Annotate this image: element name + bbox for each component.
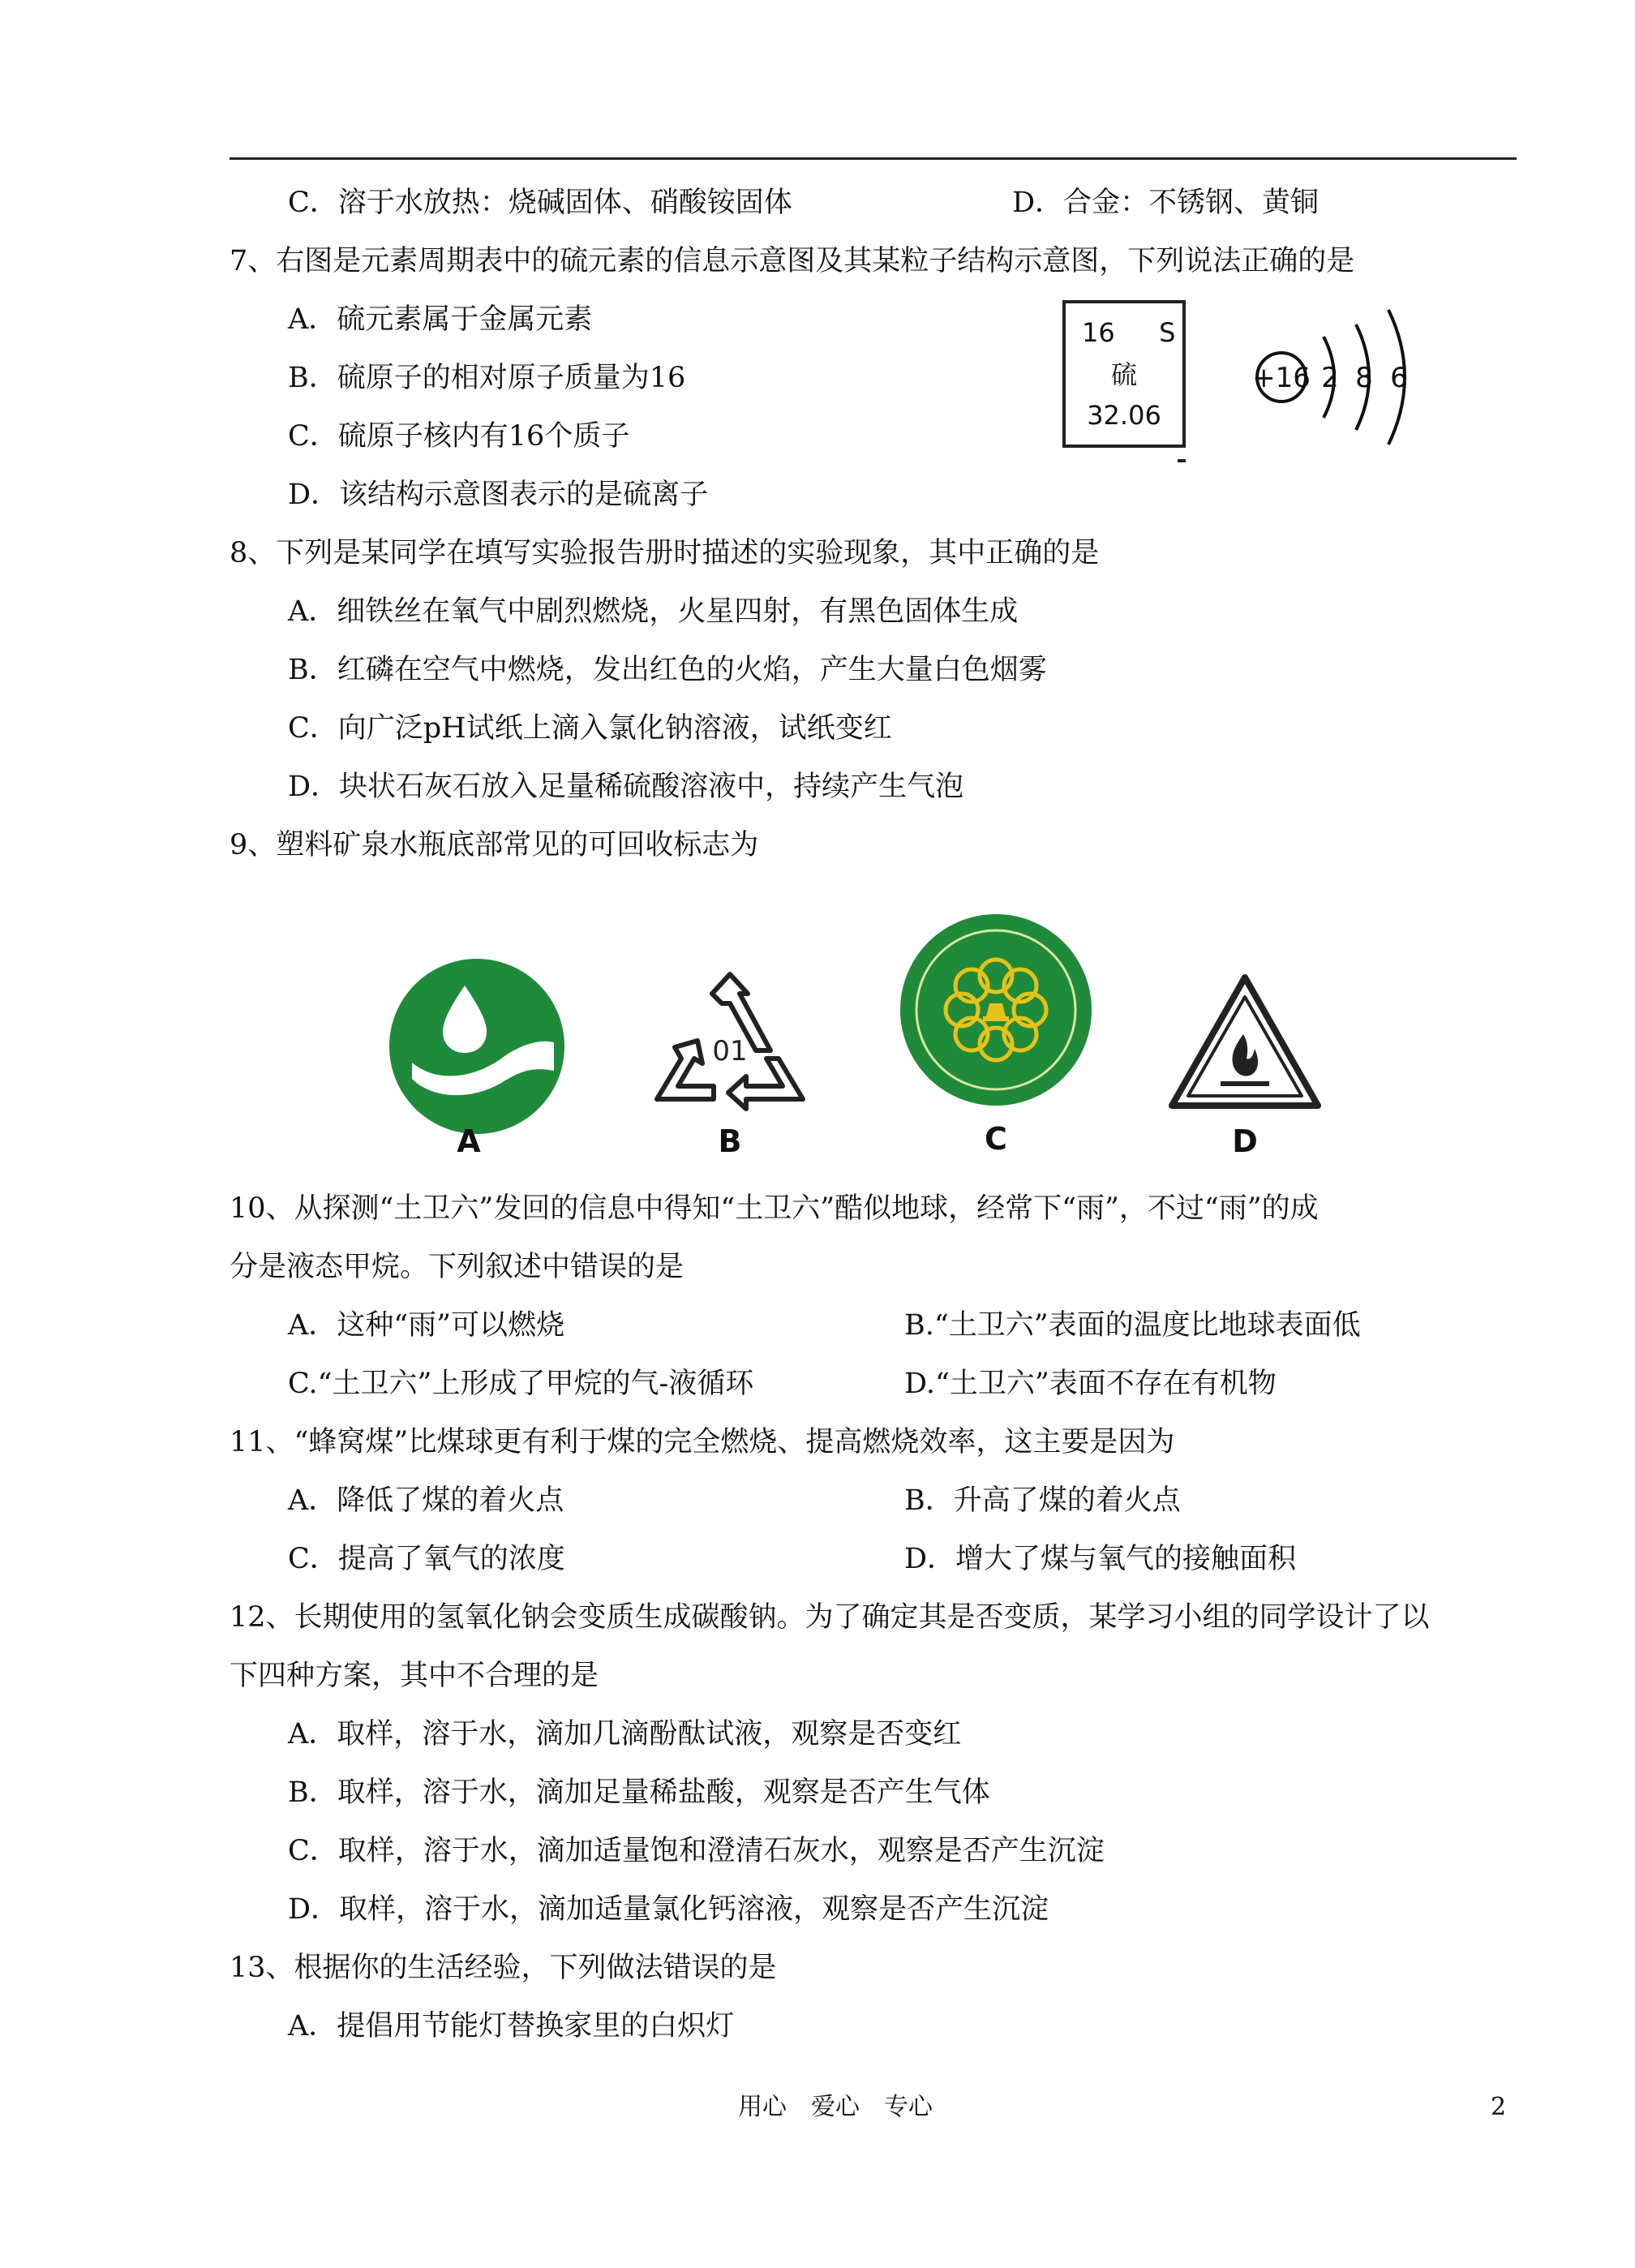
question-12-line-1: 12、长期使用的氢氧化钠会变质生成碳酸钠。为了确定其是否变质，某学习小组的同学设计了以 — [230, 1601, 1430, 1634]
recycling-code: 01 — [712, 1035, 748, 1067]
sulfur-element-box — [1062, 300, 1186, 448]
q10-option-b: B.“土卫六”表面的温度比地球表面低 — [904, 1309, 1361, 1342]
recycling-symbol-logo-b — [649, 969, 811, 1115]
box-mark — [1178, 459, 1186, 462]
q6-option-d: D．合金：不锈钢、黄铜 — [1012, 187, 1320, 219]
question-7: 7、右图是元素周期表中的硫元素的信息示意图及其某粒子结构示意图，下列说法正确的是 — [230, 245, 1355, 277]
q6-option-c: C．溶于水放热：烧碱固体、硝酸铵固体 — [288, 187, 792, 219]
atomic-number: 16 — [1082, 317, 1115, 348]
q12-option-d: D．取样，溶于水，滴加适量氯化钙溶液，观察是否产生沉淀 — [288, 1893, 1049, 1926]
q8-option-a: A．细铁丝在氧气中剧烈燃烧，火星四射，有黑色固体生成 — [288, 595, 1019, 628]
question-12-line-2: 下四种方案，其中不合理的是 — [230, 1660, 599, 1692]
q7-option-c: C．硫原子核内有16个质子 — [288, 420, 630, 453]
q8-option-c: C．向广泛pH试纸上滴入氯化钠溶液，试纸变红 — [288, 712, 892, 745]
q11-option-c: C．提高了氧气的浓度 — [288, 1543, 565, 1575]
logo-label-b: B — [718, 1123, 742, 1159]
logo-label-c: C — [985, 1121, 1007, 1157]
element-name: 硫 — [1110, 359, 1137, 390]
environmental-label-seal-logo-c — [899, 913, 1093, 1107]
nucleus-charge: +16 — [1252, 362, 1311, 394]
q11-option-b: B．升高了煤的着火点 — [904, 1484, 1181, 1517]
q11-option-d: D．增大了煤与氧气的接触面积 — [904, 1543, 1297, 1575]
q12-option-b: B．取样，溶于水，滴加足量稀盐酸，观察是否产生气体 — [288, 1776, 990, 1809]
question-10-line-2: 分是液态甲烷。下列叙述中错误的是 — [230, 1251, 684, 1283]
question-9: 9、塑料矿泉水瓶底部常见的可回收标志为 — [230, 829, 759, 861]
shell-3-electrons: 6 — [1390, 362, 1408, 394]
atomic-mass: 32.06 — [1087, 400, 1161, 431]
footer-motto: 用心 爱心 专心 — [738, 2093, 933, 2121]
q10-option-c: C.“土卫六”上形成了甲烷的气-液循环 — [288, 1368, 754, 1400]
page-number: 2 — [1491, 2093, 1507, 2121]
shell-2-electrons: 8 — [1355, 362, 1373, 394]
q12-option-c: C．取样，溶于水，滴加适量饱和澄清石灰水，观察是否产生沉淀 — [288, 1835, 1105, 1867]
sulfur-atom-structure-diagram — [1249, 292, 1435, 446]
question-10-line-1: 10、从探测“土卫六”发回的信息中得知“土卫六”酷似地球，经常下“雨”，不过“雨”的成 — [230, 1192, 1319, 1225]
q8-option-b: B．红磷在空气中燃烧，发出红色的火焰，产生大量白色烟雾 — [288, 654, 1047, 686]
water-saving-logo-a — [388, 957, 566, 1136]
question-8: 8、下列是某同学在填写实验报告册时描述的实验现象，其中正确的是 — [230, 537, 1100, 569]
q10-option-d: D.“土卫六”表面不存在有机物 — [904, 1368, 1277, 1400]
question-13: 13、根据你的生活经验，下列做法错误的是 — [230, 1952, 777, 1984]
q8-option-d: D．块状石灰石放入足量稀硫酸溶液中，持续产生气泡 — [288, 771, 964, 803]
q11-option-a: A．降低了煤的着火点 — [288, 1484, 564, 1517]
logo-label-a: A — [457, 1123, 481, 1159]
flammable-warning-logo-d — [1164, 969, 1326, 1115]
shell-1-electrons: 2 — [1321, 362, 1339, 394]
q7-option-a: A．硫元素属于金属元素 — [288, 303, 593, 336]
q7-option-d: D．该结构示意图表示的是硫离子 — [288, 479, 709, 511]
element-symbol: S — [1159, 317, 1176, 348]
q7-option-b: B．硫原子的相对原子质量为16 — [288, 362, 686, 394]
question-11: 11、“蜂窝煤”比煤球更有利于煤的完全燃烧、提高燃烧效率，这主要是因为 — [230, 1426, 1175, 1458]
q12-option-a: A．取样，溶于水，滴加几滴酚酞试液，观察是否变红 — [288, 1718, 962, 1750]
header-rule — [230, 157, 1517, 160]
logo-label-d: D — [1232, 1123, 1258, 1159]
q13-option-a: A．提倡用节能灯替换家里的白炽灯 — [288, 2010, 735, 2042]
q10-option-a: A．这种“雨”可以燃烧 — [288, 1309, 565, 1342]
